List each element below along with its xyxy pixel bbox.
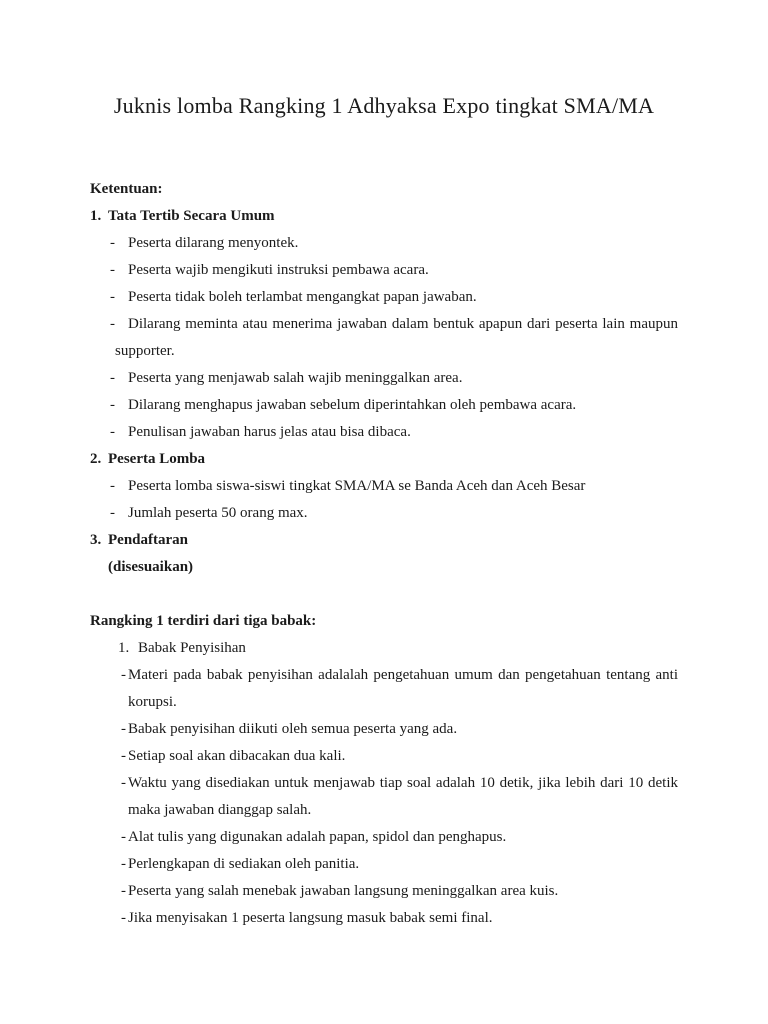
bullet-dash: -	[121, 775, 126, 791]
bullet-text: Babak penyisihan diikuti oleh semua peserta yang ada.	[128, 721, 458, 737]
section-number: 3.	[90, 532, 102, 548]
bullet-dash: -	[121, 883, 126, 899]
bullet-dash: -	[110, 289, 115, 305]
bullet-text: Perlengkapan di sediakan oleh panitia.	[128, 856, 360, 872]
document-title: Juknis lomba Rangking 1 Adhyaksa Expo tingkat SMA/MA	[113, 93, 655, 118]
round-number: 1.	[118, 640, 130, 656]
section-title: Tata Tertib Secara Umum	[108, 208, 275, 224]
bullet-dash: -	[110, 235, 115, 251]
bullet-text: Peserta wajib mengikuti instruksi pembawa acara.	[128, 262, 429, 278]
bullet-dash: -	[110, 505, 115, 521]
bullet-text: Peserta yang menjawab salah wajib meninggalkan area.	[128, 370, 463, 386]
bullet-dash: -	[110, 424, 115, 440]
bullet-dash: -	[110, 397, 115, 413]
bullet-text: Dilarang menghapus jawaban sebelum diperintahkan oleh pembawa acara.	[128, 397, 577, 413]
bullet-item	[90, 824, 678, 851]
ketentuan-heading: Ketentuan:	[90, 181, 163, 197]
round-item	[90, 635, 678, 662]
bullet-dash: -	[121, 829, 126, 845]
bullet-text: Dilarang meminta atau menerima jawaban dalam bentuk apapun dari peserta lain maupun supporter.	[115, 316, 678, 359]
section-heading-3	[90, 527, 678, 554]
round-name: Babak Penyisihan	[138, 640, 246, 656]
section-heading-1	[90, 203, 678, 230]
section-heading-2	[90, 446, 678, 473]
bullet-item	[90, 419, 678, 446]
bullet-dash: -	[121, 667, 126, 683]
bullet-dash: -	[110, 478, 115, 494]
bullet-item	[90, 662, 678, 716]
section-number: 1.	[90, 208, 102, 224]
bullet-item	[90, 500, 678, 527]
bullet-dash: -	[121, 856, 126, 872]
bullet-text: Materi pada babak penyisihan adalalah pengetahuan umum dan pengetahuan tentang anti korupsi.	[128, 667, 678, 710]
bullet-item	[90, 878, 678, 905]
bullet-item	[90, 230, 678, 257]
bullet-item	[90, 473, 678, 500]
bullet-text: Jika menyisakan 1 peserta langsung masuk babak semi final.	[128, 910, 493, 926]
bullet-dash: -	[121, 748, 126, 764]
bullet-item	[90, 905, 678, 932]
bullet-dash: -	[121, 721, 126, 737]
bullet-dash: -	[110, 316, 115, 332]
bullet-item	[90, 716, 678, 743]
bullet-text: Jumlah peserta 50 orang max.	[128, 505, 308, 521]
rounds-heading: Rangking 1 terdiri dari tiga babak:	[90, 613, 317, 629]
bullet-item	[90, 257, 678, 284]
bullet-dash: -	[110, 262, 115, 278]
bullet-item	[90, 743, 678, 770]
bullet-dash: -	[110, 370, 115, 386]
section-number: 2.	[90, 451, 102, 467]
section-note: (disesuaikan)	[108, 559, 194, 575]
bullet-text: Setiap soal akan dibacakan dua kali.	[128, 748, 346, 764]
section-title: Pendaftaran	[108, 532, 188, 548]
bullet-item	[90, 311, 678, 365]
bullet-text: Penulisan jawaban harus jelas atau bisa dibaca.	[128, 424, 411, 440]
bullet-item	[90, 851, 678, 878]
bullet-text: Peserta lomba siswa-siswi tingkat SMA/MA se Banda Aceh dan Aceh Besar	[128, 478, 586, 494]
bullet-text: Peserta yang salah menebak jawaban langsung meninggalkan area kuis.	[128, 883, 559, 899]
document-body	[90, 176, 678, 932]
bullet-text: Peserta tidak boleh terlambat mengangkat papan jawaban.	[128, 289, 477, 305]
bullet-item	[90, 392, 678, 419]
bullet-dash: -	[121, 910, 126, 926]
bullet-item	[90, 770, 678, 824]
bullet-text: Waktu yang disediakan untuk menjawab tiap soal adalah 10 detik, jika lebih dari 10 detik maka jawaban dianggap salah.	[128, 775, 678, 818]
bullet-text: Peserta dilarang menyontek.	[128, 235, 299, 251]
bullet-item	[90, 365, 678, 392]
bullet-text: Alat tulis yang digunakan adalah papan, spidol dan penghapus.	[128, 829, 507, 845]
bullet-item	[90, 284, 678, 311]
section-title: Peserta Lomba	[108, 451, 206, 467]
